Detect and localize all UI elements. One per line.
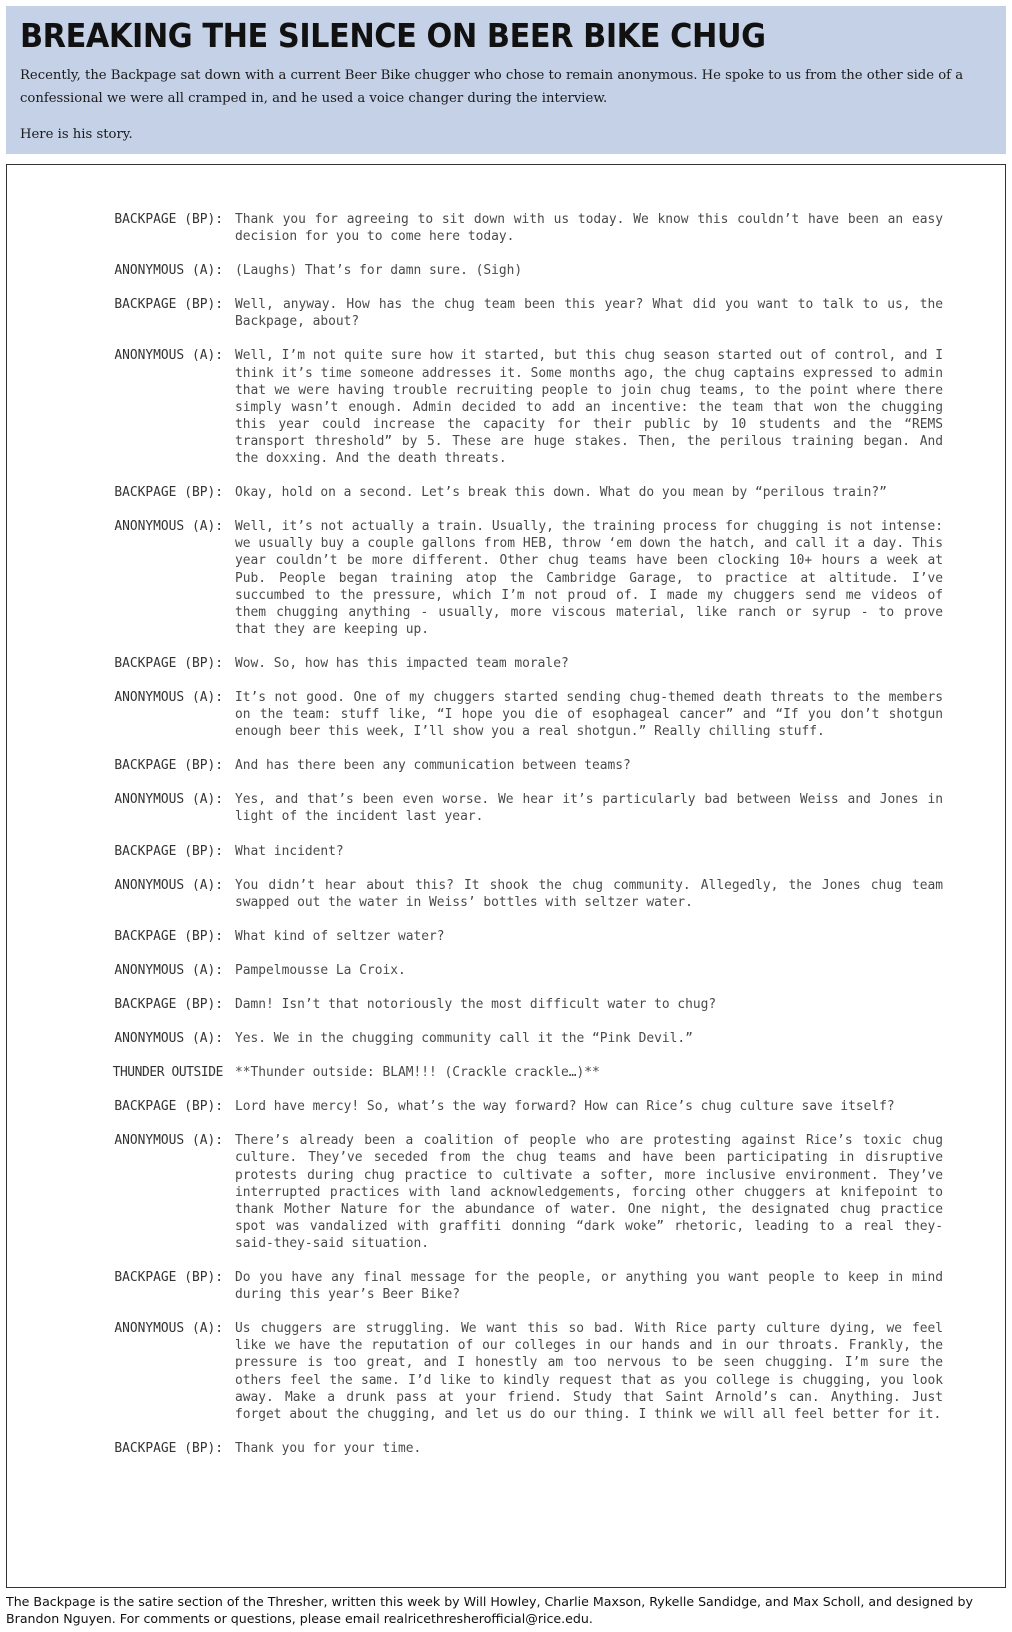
dialogue-turn <box>7 655 1005 672</box>
dialogue-text: Damn! Isn’t that notoriously the most difficult water to chug? <box>235 997 717 1012</box>
dialogue-turn <box>7 1064 1005 1081</box>
speaker-label: ANONYMOUS (A): <box>114 792 223 808</box>
dialogue-list <box>7 211 1005 1474</box>
dialogue-turn <box>7 962 1005 979</box>
dialogue-turn <box>7 689 1005 740</box>
dialogue-text: You didn’t hear about this? It shook the chug community. Allegedly, the Jones chug team swapped out the water in Weiss’ bottles with seltzer water. <box>235 877 943 910</box>
dialogue-turn <box>7 791 1005 825</box>
footer-credit: The Backpage is the satire section of the Thresher, written this week by Will Howley, Charlie Maxson, Rykelle Sandidge, and Max Scholl, and designed by Brandon Nguyen. For comments or questions, please email realricethresherofficial@rice.edu. <box>6 1594 974 1626</box>
dialogue-turn <box>7 347 1005 467</box>
dialogue-turn <box>7 1132 1005 1252</box>
speaker-label: BACKPAGE (BP): <box>114 485 223 501</box>
dialogue-text: There’s already been a coalition of people who are protesting against Rice’s toxic chug culture. They’ve seceded from the chug teams and have been participating in disruptive protests during chug practice to cultivate a softer, more inclusive environment. They’ve interrupted practices with land acknowledgements, forcing other chuggers at knifepoint to thank Mother Nature for the abundance of water. One night, the designated chug practice spot was vandalized with graffiti donning “dark woke” rhetoric, leading to a real they-said-they-said situation. <box>235 1133 943 1251</box>
speaker-label: BACKPAGE (BP): <box>114 1270 223 1286</box>
dialogue-turn <box>7 877 1005 911</box>
speaker-label: ANONYMOUS (A): <box>114 689 223 705</box>
dialogue-text: Okay, hold on a second. Let’s break this down. What do you mean by “perilous train?” <box>235 485 887 501</box>
dialogue-turn <box>7 1440 1005 1457</box>
dialogue-turn <box>7 1320 1005 1423</box>
dialogue-turn <box>7 262 1005 279</box>
dialogue-text: What incident? <box>235 843 344 859</box>
speaker-label: BACKPAGE (BP): <box>114 212 223 227</box>
interview-box <box>6 164 1006 1588</box>
dialogue-turn <box>7 757 1005 774</box>
dialogue-text: And has there been any communication between teams? <box>235 758 631 774</box>
dialogue-text: Do you have any final message for the people, or anything you want people to keep in mind during this year’s Beer Bike? <box>235 1270 943 1303</box>
speaker-label: BACKPAGE (BP): <box>114 997 223 1012</box>
dialogue-turn <box>7 928 1005 945</box>
dialogue-turn <box>7 211 1005 245</box>
dialogue-text: Thank you for agreeing to sit down with us today. We know this couldn’t have been an easy decision for you to come here today. <box>235 212 943 245</box>
dialogue-turn <box>7 484 1005 501</box>
dialogue-text: It’s not good. One of my chuggers started sending chug-themed death threats to the members on the team: stuff like, “I hope you die of esophageal cancer” and “If you don’t shotgun enough beer this week, I’ll show you a real shotgun.” Really chilling stuff. <box>235 689 943 740</box>
dialogue-text: Well, it’s not actually a train. Usually, the training process for chugging is not intense: we usually buy a couple gallons from HEB, throw ‘em down the hatch, and call it a day. This year couldn’t be more different. Other chug teams have been clocking 10+ hours a week at Pub. People began training atop the Cambridge Garage, to practice at altitude. I’ve succumbed to the pressure, which I’m not proud of. I made my chuggers send me videos of them chugging anything - usually, more viscous material, like ranch or syrup - to prove that they are keeping up. <box>235 519 943 637</box>
speaker-label: BACKPAGE (BP): <box>114 1440 223 1456</box>
speaker-label: BACKPAGE (BP): <box>114 1099 223 1115</box>
speaker-label: BACKPAGE (BP): <box>114 928 223 944</box>
speaker-label: ANONYMOUS (A): <box>114 1031 223 1047</box>
speaker-label: ANONYMOUS (A): <box>114 1133 223 1149</box>
header-banner <box>6 6 1006 154</box>
dialogue-turn <box>7 518 1005 638</box>
intro-closing: Here is his story. <box>20 127 133 142</box>
speaker-label: BACKPAGE (BP): <box>114 655 223 671</box>
dialogue-text: Pampelmousse La Croix. <box>235 962 406 978</box>
speaker-label: BACKPAGE (BP): <box>114 297 223 313</box>
dialogue-text: Well, anyway. How has the chug team been this year? What did you want to talk to us, the Backpage, about? <box>235 297 943 330</box>
dialogue-turn <box>7 843 1005 860</box>
speaker-label: ANONYMOUS (A): <box>114 263 223 279</box>
speaker-label: ANONYMOUS (A): <box>114 877 223 893</box>
speaker-label: ANONYMOUS (A): <box>114 348 223 364</box>
speaker-label: ANONYMOUS (A): <box>114 519 223 535</box>
dialogue-turn <box>7 996 1005 1013</box>
dialogue-text: **Thunder outside: BLAM!!! (Crackle crackle…)** <box>235 1065 600 1081</box>
speaker-label: BACKPAGE (BP): <box>114 758 223 774</box>
dialogue-text: Yes, and that’s been even worse. We hear it’s particularly bad between Weiss and Jones in light of the incident last year. <box>235 792 943 825</box>
dialogue-turn <box>7 296 1005 330</box>
dialogue-text: Wow. So, how has this impacted team morale? <box>235 655 569 671</box>
dialogue-text: What kind of seltzer water? <box>235 928 445 944</box>
dialogue-turn <box>7 1269 1005 1303</box>
dialogue-turn <box>7 1098 1005 1115</box>
dialogue-text: Us chuggers are struggling. We want this so bad. With Rice party culture dying, we feel like we have the reputation of our colleges in our hands and in our throats. Frankly, the pressure is too great, and I honestly am too nervous to be seen chugging. I’m sure the others feel the same. I’d like to kindly request that as you college is chugging, you look away. Make a drunk pass at your friend. Study that Saint Arnold’s can. Anything. Just forget about the chugging, and let us do our thing. I think we will all feel better for it. <box>235 1321 943 1422</box>
headline: BREAKING THE SILENCE ON BEER BIKE CHUG <box>20 16 766 55</box>
speaker-label: ANONYMOUS (A): <box>114 1321 223 1337</box>
dialogue-text: Well, I’m not quite sure how it started, but this chug season started out of control, and I think it’s time someone addresses it. Some months ago, the chug captains expressed to admin that we were having trouble recruiting people to join chug teams, to the point where there simply wasn’t enough. Admin decided to add an incentive: the team that won the chugging this year could increase the capacity for their public by 10 students and the “REMS transport threshold” by 5. These are huge stakes. Then, the perilous training began. And the doxxing. And the death threats. <box>235 348 943 467</box>
intro-paragraph: Recently, the Backpage sat down with a current Beer Bike chugger who chose to remain anonymous. He spoke to us from the other side of a confessional we were all cramped in, and he used a voice changer during the interview. <box>20 68 964 106</box>
dialogue-text: Lord have mercy! So, what’s the way forward? How can Rice’s chug culture save itself? <box>235 1099 895 1115</box>
speaker-label: ANONYMOUS (A): <box>114 962 223 978</box>
dialogue-text: Thank you for your time. <box>235 1440 422 1456</box>
speaker-label: THUNDER OUTSIDE <box>112 1065 223 1081</box>
dialogue-text: (Laughs) That’s for damn sure. (Sigh) <box>235 263 523 279</box>
dialogue-turn <box>7 1030 1005 1047</box>
speaker-label: BACKPAGE (BP): <box>114 843 223 859</box>
dialogue-text: Yes. We in the chugging community call it the “Pink Devil.” <box>235 1031 693 1047</box>
